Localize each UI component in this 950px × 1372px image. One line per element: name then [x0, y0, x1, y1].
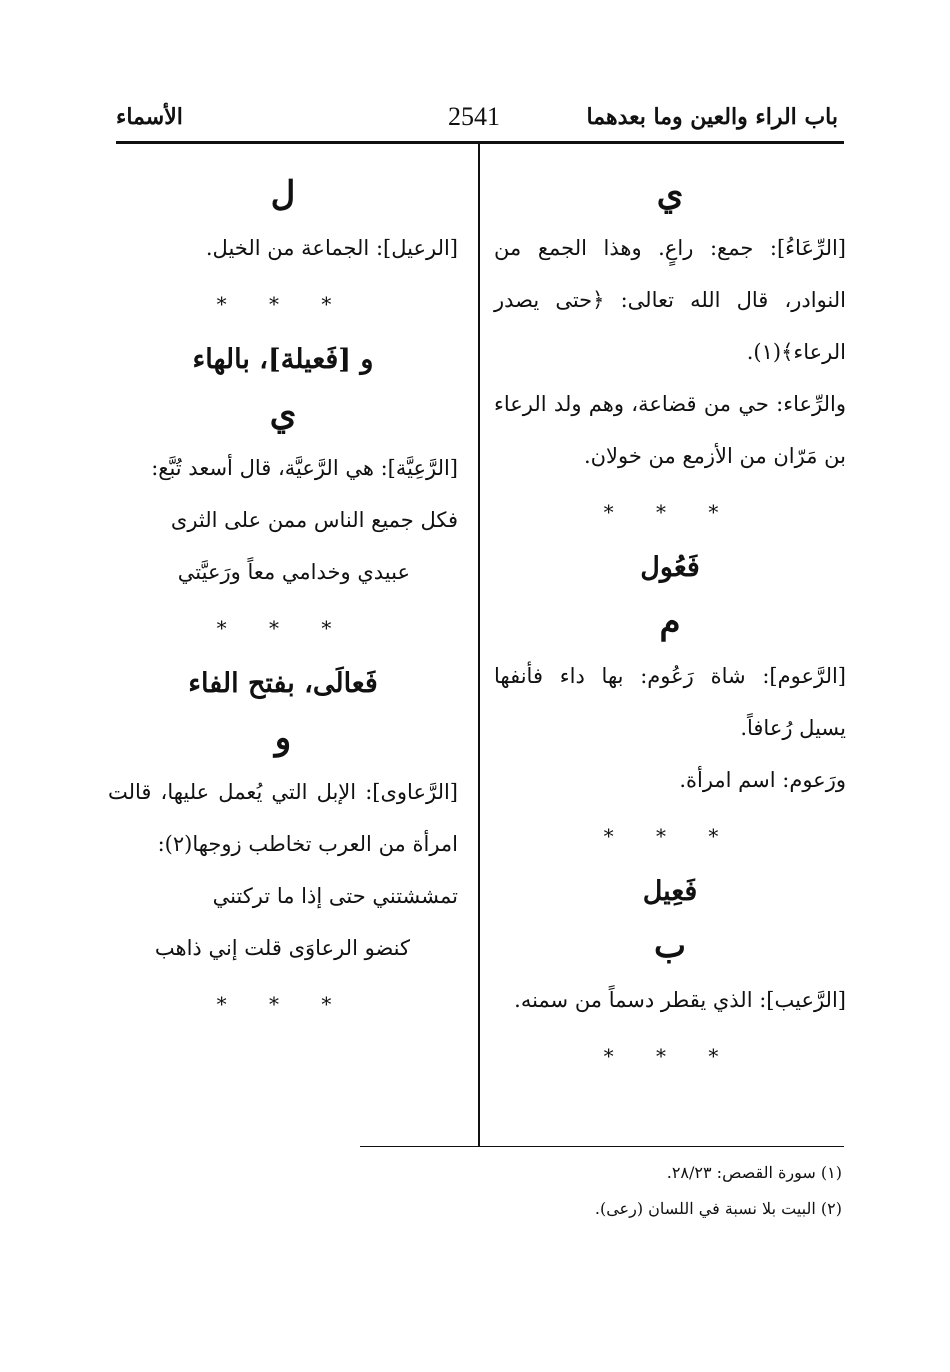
pattern-heading: فَعالَى، بفتح الفاء: [188, 668, 378, 699]
entry-paragraph: [الرَّعِيَّة]: هي الرَّعيَّة، قال أسعد تُبَّع:: [151, 456, 458, 480]
section-separator: * * *: [216, 992, 350, 1016]
letter-heading: ي: [656, 174, 684, 214]
letter-heading: ل: [270, 174, 296, 214]
footnote: (٢) البيت بلا نسبة في اللسان (رعى).: [594, 1199, 842, 1218]
page-number: 2541: [448, 102, 500, 131]
letter-heading: ي: [269, 394, 297, 434]
entry-paragraph: [الرَّعوم]: شاة رَعُوم: بها داء فأنفها يسيل رُعافاً.: [494, 664, 846, 740]
footnote-rule: [360, 1146, 844, 1147]
footnote: (١) سورة القصص: ٢٨/٢٣.: [666, 1163, 842, 1182]
pattern-heading: و [فَعيلة]، بالهاء: [192, 344, 374, 375]
running-header-section: الأسماء: [116, 104, 183, 130]
entry-paragraph: [الرِّعَاءُ]: جمع: راعٍ. وهذا الجمع من النوادر، قال الله تعالى: ﴿حتى يصدر الرعاء﴾(١).: [494, 236, 846, 364]
entry-paragraph: [الرَّعاوى]: الإبل التي يُعمل عليها، قالت امرأة من العرب تخاطب زوجها(٢):: [108, 780, 458, 856]
section-separator: * * *: [216, 292, 350, 316]
pattern-heading: فَعُول: [640, 552, 700, 583]
verse-line: كنضو الرعاوَى قلت إني ذاهب: [154, 936, 410, 960]
column-divider: [478, 144, 480, 1146]
right-column: [494, 160, 846, 1092]
letter-heading: و: [274, 718, 292, 758]
section-separator: * * *: [603, 1044, 737, 1068]
entry-paragraph: [الرعيل]: الجماعة من الخيل.: [205, 236, 458, 260]
letter-heading: ب: [653, 926, 686, 966]
left-column: [108, 160, 458, 1040]
verse-line: عبيدي وخدامي معاً ورَعيَّتي: [177, 560, 410, 584]
entry-paragraph: [الرَّعيب]: الذي يقطر دسماً من سمنه.: [514, 988, 846, 1012]
letter-heading: م: [659, 602, 681, 642]
verse-line: تمششتني حتى إذا ما تركتني: [212, 884, 458, 908]
section-separator: * * *: [603, 500, 737, 524]
running-header-chapter: باب الراء والعين وما بعدهما: [586, 104, 838, 130]
section-separator: * * *: [603, 824, 737, 848]
entry-paragraph: ورَعوم: اسم امرأة.: [679, 768, 846, 792]
section-separator: * * *: [216, 616, 350, 640]
header-rule: [116, 141, 844, 144]
pattern-heading: فَعِيل: [642, 876, 698, 907]
entry-paragraph: والرِّعاء: حي من قضاعة، وهم ولد الرعاء بن مَرّان من الأزمع من خولان.: [494, 392, 846, 468]
verse-line: فكل جميع الناس ممن على الثرى: [170, 508, 458, 532]
